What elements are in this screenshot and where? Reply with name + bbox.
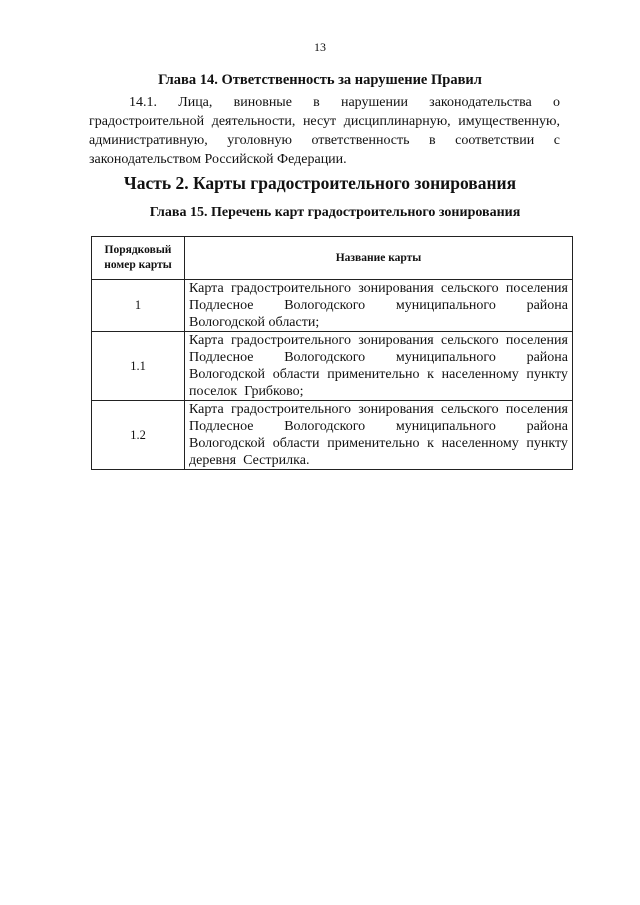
name-line	[189, 280, 568, 297]
word: Подлесное	[189, 350, 254, 365]
column-header-name: Название карты	[185, 237, 573, 280]
table-row	[92, 332, 573, 401]
word: зонирования	[358, 281, 434, 296]
word: в	[429, 133, 436, 148]
paragraph-line	[89, 93, 560, 112]
page-number: 13	[314, 40, 326, 54]
maps-table	[91, 236, 573, 470]
word: поселения	[505, 281, 568, 296]
word: Вологодского	[284, 298, 366, 313]
word: с	[553, 133, 560, 148]
name-line	[189, 366, 568, 383]
word: Карта	[189, 402, 224, 417]
word: применительно	[327, 436, 420, 451]
name-line	[189, 452, 568, 469]
row-number: 1	[92, 280, 185, 332]
word: Вологодской области;	[189, 315, 320, 330]
word: поселения	[505, 402, 568, 417]
word: административную,	[89, 133, 208, 148]
word: Федерации.	[277, 152, 347, 167]
word: населенному	[441, 436, 519, 451]
row-number: 1.2	[92, 401, 185, 470]
word: населенному	[441, 367, 519, 382]
word: деятельности,	[211, 114, 296, 129]
part-2-title: Часть 2. Карты градостроительного зонирования	[123, 173, 517, 193]
paragraph-line	[89, 131, 560, 150]
word: области	[272, 367, 320, 382]
word: нарушении	[340, 95, 408, 110]
table-row	[92, 280, 573, 332]
word: Лица,	[178, 95, 213, 110]
word: Карта	[189, 281, 224, 296]
name-line	[189, 297, 568, 314]
word: ответственность	[311, 133, 410, 148]
word: градостроительного	[230, 333, 351, 348]
word: законодательства	[429, 95, 532, 110]
word: муниципального	[395, 298, 496, 313]
word: Подлесное	[189, 419, 254, 434]
name-line	[189, 401, 568, 418]
word: Вологодского	[284, 419, 366, 434]
word: сельского	[440, 402, 499, 417]
row-map-name	[185, 401, 573, 470]
name-line	[189, 418, 568, 435]
paragraph-14-1	[89, 93, 560, 169]
word: соответствии	[455, 133, 535, 148]
word: сельского	[440, 333, 499, 348]
name-line	[189, 435, 568, 452]
chapter-14-title: Глава 14. Ответственность за нарушение Правил	[158, 72, 482, 88]
word: области	[272, 436, 320, 451]
word: законодательством	[89, 152, 202, 167]
paragraph-line	[89, 150, 560, 169]
name-line	[189, 383, 568, 400]
word: дисциплинарную,	[343, 114, 451, 129]
word: муниципального	[395, 419, 496, 434]
word: зонирования	[358, 402, 434, 417]
word: к	[427, 367, 434, 382]
word: градостроительного	[230, 281, 351, 296]
row-number: 1.1	[92, 332, 185, 401]
word: Карта	[189, 333, 224, 348]
paragraph-line	[89, 112, 560, 131]
word: Российской	[204, 152, 274, 167]
word: Вологодской	[189, 367, 266, 382]
word: пункту	[526, 367, 568, 382]
name-line	[189, 349, 568, 366]
word: деревня Сестрилка.	[189, 453, 310, 468]
word: в	[313, 95, 320, 110]
word: к	[427, 436, 434, 451]
table-header-row	[92, 237, 573, 280]
word: поселок Грибково;	[189, 384, 304, 399]
row-map-name	[185, 332, 573, 401]
chapter-15-title: Глава 15. Перечень карт градостроительного зонирования	[149, 205, 521, 220]
table-row	[92, 401, 573, 470]
word: имущественную,	[458, 114, 560, 129]
word: уголовную	[227, 133, 292, 148]
word: района	[526, 298, 568, 313]
word: виновные	[233, 95, 292, 110]
word: применительно	[327, 367, 420, 382]
word: градостроительного	[230, 402, 351, 417]
word: Подлесное	[189, 298, 254, 313]
row-map-name	[185, 280, 573, 332]
word: градостроительной	[89, 114, 205, 129]
name-line	[189, 332, 568, 349]
name-line	[189, 314, 568, 331]
word: сельского	[440, 281, 499, 296]
word: зонирования	[358, 333, 434, 348]
word: района	[526, 419, 568, 434]
word: Вологодской	[189, 436, 266, 451]
word: поселения	[505, 333, 568, 348]
column-header-number: Порядковый номер карты	[92, 237, 185, 280]
word: несут	[302, 114, 337, 129]
word: пункту	[526, 436, 568, 451]
word: о	[552, 95, 560, 110]
word: 14.1.	[129, 95, 157, 110]
word: муниципального	[395, 350, 496, 365]
word: Вологодского	[284, 350, 366, 365]
word: района	[526, 350, 568, 365]
